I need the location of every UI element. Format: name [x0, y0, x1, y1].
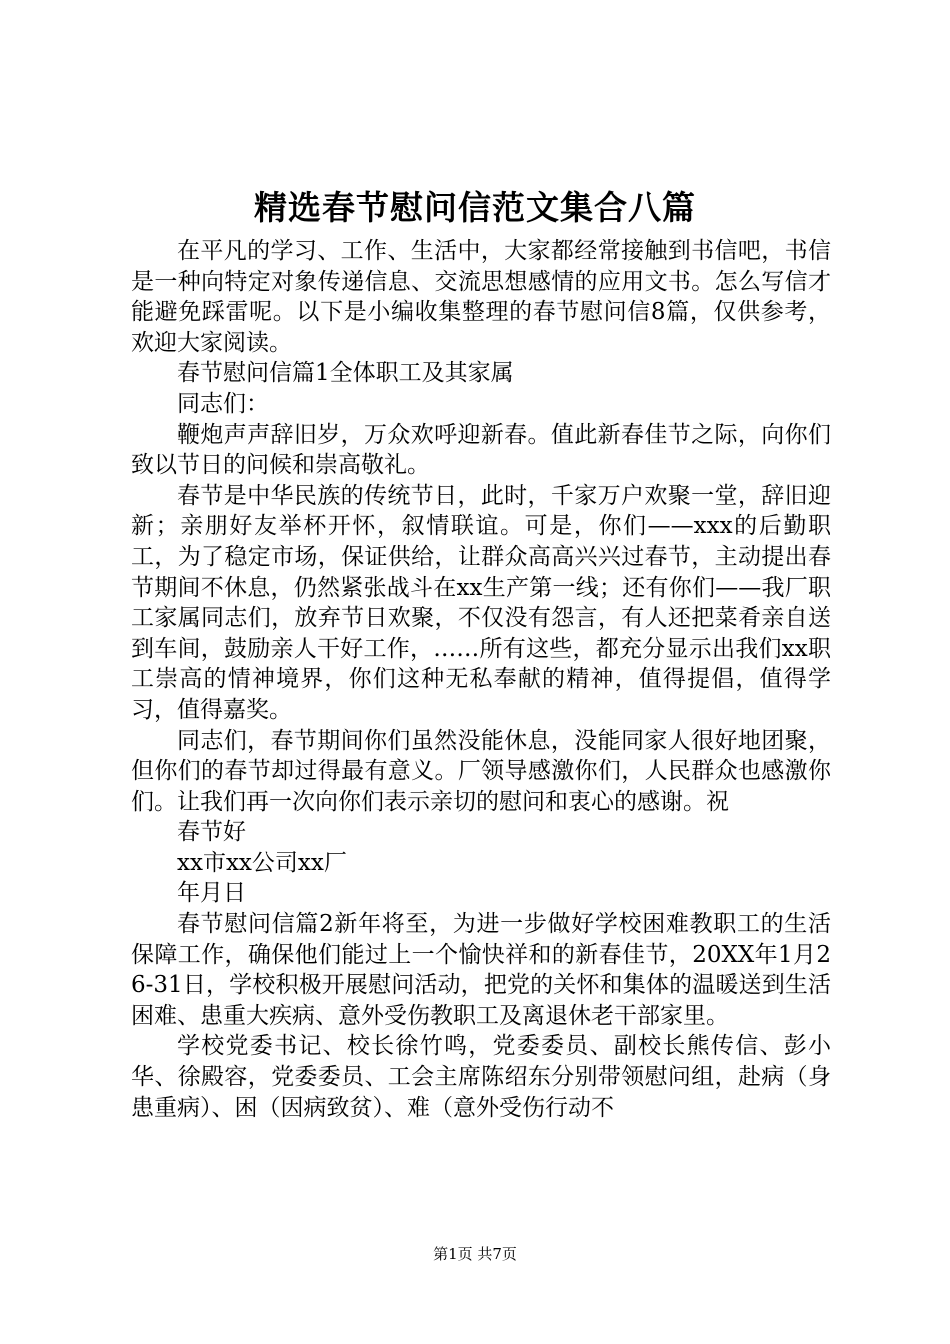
letter-1-date: 年月日	[177, 880, 246, 907]
letter-1-signature: xx市xx公司xx厂	[177, 849, 347, 876]
letter-2-paragraph: 春节慰问信篇2新年将至，为进一步做好学校困难教职工的生活保障工作，确保他们能过上一个愉快祥和的新春佳节，20XX年1月26-31日，学校积极开展慰问活动，把党的关怀和集体的温暖送到生活困难、患重大疾病、意外受伤教职工及离退休老干部家里。	[131, 911, 831, 1029]
letter-1-closing: 春节好	[177, 819, 246, 846]
document-body	[131, 236, 831, 1123]
intro-paragraph: 在平凡的学习、工作、生活中，大家都经常接触到书信吧，书信是一种向特定对象传递信息、交流思想感情的应用文书。怎么写信才能避免踩雷呢。以下是小编收集整理的春节慰问信8篇，仅供参考，欢迎大家阅读。	[131, 238, 831, 356]
page-footer: 第1页 共7页	[433, 1245, 517, 1263]
letter-2-paragraph: 学校党委书记、校长徐竹鸣，党委委员、副校长熊传信、彭小华、徐殿容，党委委员、工会主席陈绍东分别带领慰问组，赴病（身患重病）、困（因病致贫）、难（意外受伤行动不	[131, 1033, 831, 1121]
letter-1-paragraph: 鞭炮声声辞旧岁，万众欢呼迎新春。值此新春佳节之际，向你们致以节日的问候和崇高敬礼。	[131, 421, 831, 479]
letter-1-paragraph: 春节是中华民族的传统节日，此时，千家万户欢聚一堂，辞旧迎新；亲朋好友举杯开怀，叙情联谊。可是，你们——xxx的后勤职工，为了稳定市场，保证供给，让群众高高兴兴过春节，主动提出春节期间不休息，仍然紧张战斗在xx生产第一线；还有你们——我厂职工家属同志们，放弃节日欢聚，不仅没有怨言，有人还把菜肴亲自送到车间，鼓励亲人干好工作，……所有这些，都充分显示出我们xx职工崇高的情神境界，你们这种无私奉献的精神，值得提倡，值得学习，值得嘉奖。	[131, 482, 831, 723]
letter-1-salutation: 同志们：	[177, 390, 269, 417]
document-title: 精选春节慰问信范文集合八篇	[254, 188, 696, 227]
letter-1-paragraph: 同志们，春节期间你们虽然没能休息，没能同家人很好地团聚，但你们的春节却过得最有意义。厂领导感激你们，人民群众也感激你们。让我们再一次向你们表示亲切的慰问和衷心的感谢。祝	[131, 727, 831, 815]
letter-1-heading: 春节慰问信篇1全体职工及其家属	[177, 360, 514, 387]
